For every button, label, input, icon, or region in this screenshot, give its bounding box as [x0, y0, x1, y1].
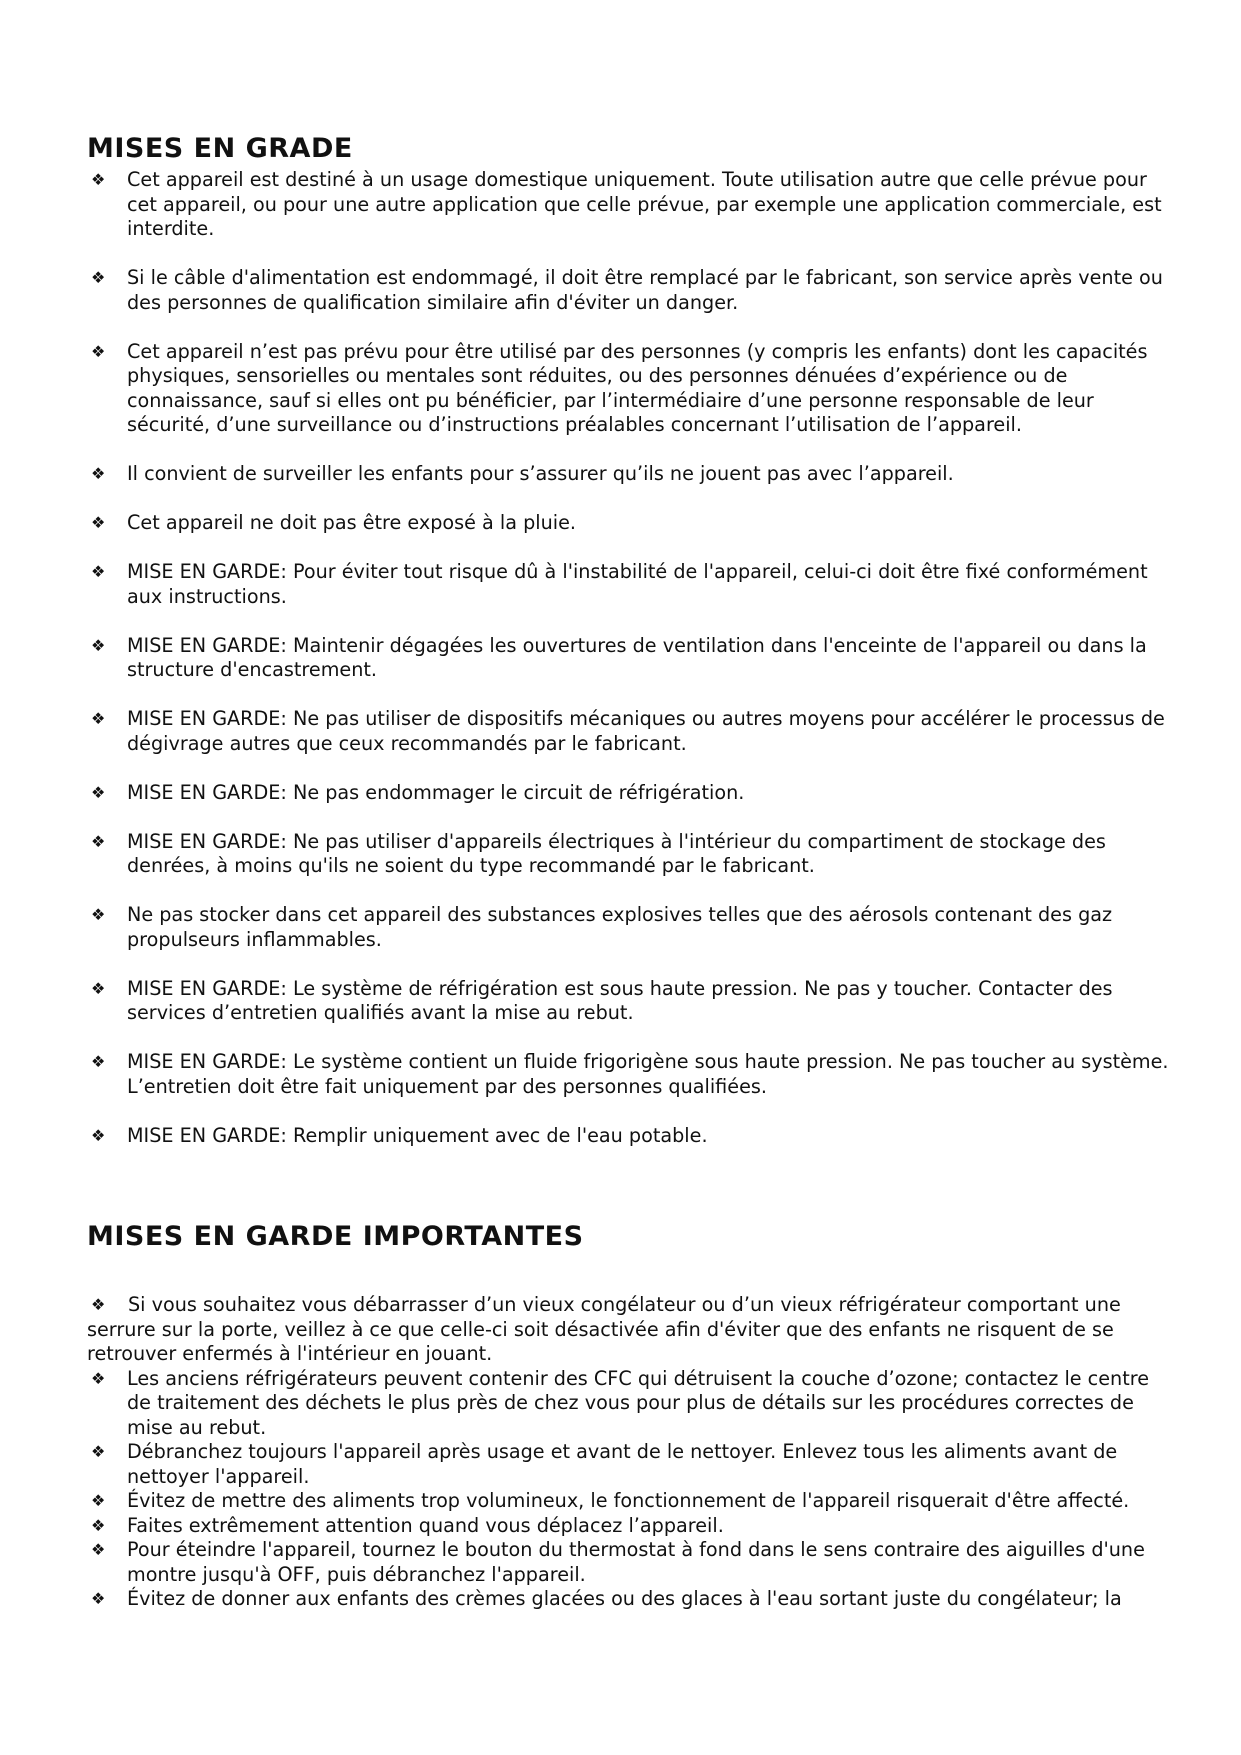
list-item: ❖ Cet appareil ne doit pas être exposé à la pluie.: [91, 511, 576, 534]
list-item: ❖ Évitez de donner aux enfants des crèmes glacées ou des glaces à l'eau sortant juste du congélateur; la: [91, 1587, 1122, 1610]
diamond-bullet-icon: ❖: [91, 1589, 106, 1608]
list-item: ❖ Débranchez toujours l'appareil après usage et avant de le nettoyer. Enlevez tous les aliments avant de nettoyer l'appareil.: [91, 1440, 1118, 1488]
diamond-bullet-icon: ❖: [91, 513, 106, 532]
section-title-mises-en-garde-importantes: MISES EN GARDE IMPORTANTES: [87, 1221, 584, 1252]
list-item: ❖ MISE EN GARDE: Ne pas utiliser d'appareils électriques à l'intérieur du compartiment de stockage des denrées, à moins qu'ils ne soient du type recommandé par le fabricant.: [91, 829, 1106, 877]
list-item: ❖ MISE EN GARDE: Le système de réfrigération est sous haute pression. Ne pas y toucher. Contacter des services d’entretien qualifiés avant la mise au rebut.: [91, 976, 1113, 1024]
diamond-bullet-icon: ❖: [91, 831, 106, 851]
diamond-bullet-icon: ❖: [91, 1491, 106, 1510]
list-item: ❖ Si le câble d'alimentation est endommagé, il doit être remplacé par le fabricant, son service après vente ou des personnes de qualification similaire afin d'éviter un danger.: [91, 266, 1163, 314]
list-item: ❖ Les anciens réfrigérateurs peuvent contenir des CFC qui détruisent la couche d’ozone; contactez le centre de traitement des déchets le plus près de chez vous pour plus de détails sur les procédures correctes de mise au rebut.: [91, 1366, 1149, 1439]
list-item: ❖ Cet appareil est destiné à un usage domestique uniquement. Toute utilisation autre que celle prévue pour cet appareil, ou pour une autre application que celle prévue, par exemple une application commerciale, est interdite.: [91, 168, 1162, 240]
list-item: ❖ MISE EN GARDE: Le système contient un fluide frigorigène sous haute pression. Ne pas toucher au système. L’entretien doit être fait uniquement par des personnes qualifiées.: [91, 1050, 1169, 1098]
list-item: ❖ MISE EN GARDE: Pour éviter tout risque dû à l'instabilité de l'appareil, celui-ci doit être fixé conformément aux instructions.: [91, 560, 1148, 608]
diamond-bullet-icon: ❖: [91, 1295, 106, 1314]
diamond-bullet-icon: ❖: [91, 1515, 106, 1535]
list-item: ❖ MISE EN GARDE: Remplir uniquement avec de l'eau potable.: [91, 1123, 708, 1147]
diamond-bullet-icon: ❖: [91, 905, 106, 924]
list-item: ❖ Il convient de surveiller les enfants pour s’assurer qu’ils ne jouent pas avec l’appareil.: [91, 462, 954, 485]
list-item: ❖ MISE EN GARDE: Ne pas utiliser de dispositifs mécaniques ou autres moyens pour accélérer le processus de dégivrage autres que ceux recommandés par le fabricant.: [91, 707, 1165, 755]
list-item: ❖ Si vous souhaitez vous débarrasser d’un vieux congélateur ou d’un vieux réfrigérateur comportant une serrure sur la porte, veillez à ce que celle-ci soit désactivée afin d'éviter que des enfants ne risquent de se retrouver enfermés à l'intérieur en jouant.: [87, 1293, 1121, 1365]
list-item: ❖ Cet appareil n’est pas prévu pour être utilisé par des personnes (y compris les enfants) dont les capacités physiques, sensorielles ou mentales sont réduites, ou des personnes dénuées d’expérience ou de connaissance, sauf si elles ont pu bénéficier, par l’intermédiaire d’une personne responsable de leur sécurité, d’une surveillance ou d’instructions préalables concernant l’utilisation de l’appareil.: [91, 339, 1148, 436]
diamond-bullet-icon: ❖: [91, 709, 106, 728]
diamond-bullet-icon: ❖: [91, 1052, 106, 1071]
diamond-bullet-icon: ❖: [91, 635, 106, 655]
list-item: ❖ MISE EN GARDE: Maintenir dégagées les ouvertures de ventilation dans l'enceinte de l'appareil ou dans la structure d'encastrement.: [91, 633, 1147, 681]
diamond-bullet-icon: ❖: [91, 562, 106, 581]
list-item: ❖ Ne pas stocker dans cet appareil des substances explosives telles que des aérosols contenant des gaz propulseurs inflammables.: [91, 903, 1113, 951]
list-item: ❖ Faites extrêmement attention quand vous déplacez l’appareil.: [91, 1513, 724, 1537]
list-item: ❖ Évitez de mettre des aliments trop volumineux, le fonctionnement de l'appareil risquerait d'être affecté.: [91, 1489, 1130, 1512]
diamond-bullet-icon: ❖: [91, 170, 106, 189]
diamond-bullet-icon: ❖: [91, 1125, 106, 1145]
diamond-bullet-icon: ❖: [91, 978, 106, 998]
diamond-bullet-icon: ❖: [91, 1442, 106, 1461]
section-title-mises-en-grade: MISES EN GRADE: [87, 133, 353, 164]
diamond-bullet-icon: ❖: [91, 268, 106, 287]
warnings-list: [87, 168, 1177, 1173]
list-item: ❖ Pour éteindre l'appareil, tournez le bouton du thermostat à fond dans le sens contraire des aiguilles d'une montre jusqu'à OFF, puis débranchez l'appareil.: [91, 1538, 1145, 1586]
diamond-bullet-icon: ❖: [91, 341, 106, 361]
list-item: ❖ MISE EN GARDE: Ne pas endommager le circuit de réfrigération.: [91, 780, 745, 804]
diamond-bullet-icon: ❖: [91, 1368, 106, 1388]
important-warnings-list: [87, 1293, 1177, 1612]
diamond-bullet-icon: ❖: [91, 464, 106, 483]
diamond-bullet-icon: ❖: [91, 782, 106, 802]
diamond-bullet-icon: ❖: [91, 1540, 106, 1559]
